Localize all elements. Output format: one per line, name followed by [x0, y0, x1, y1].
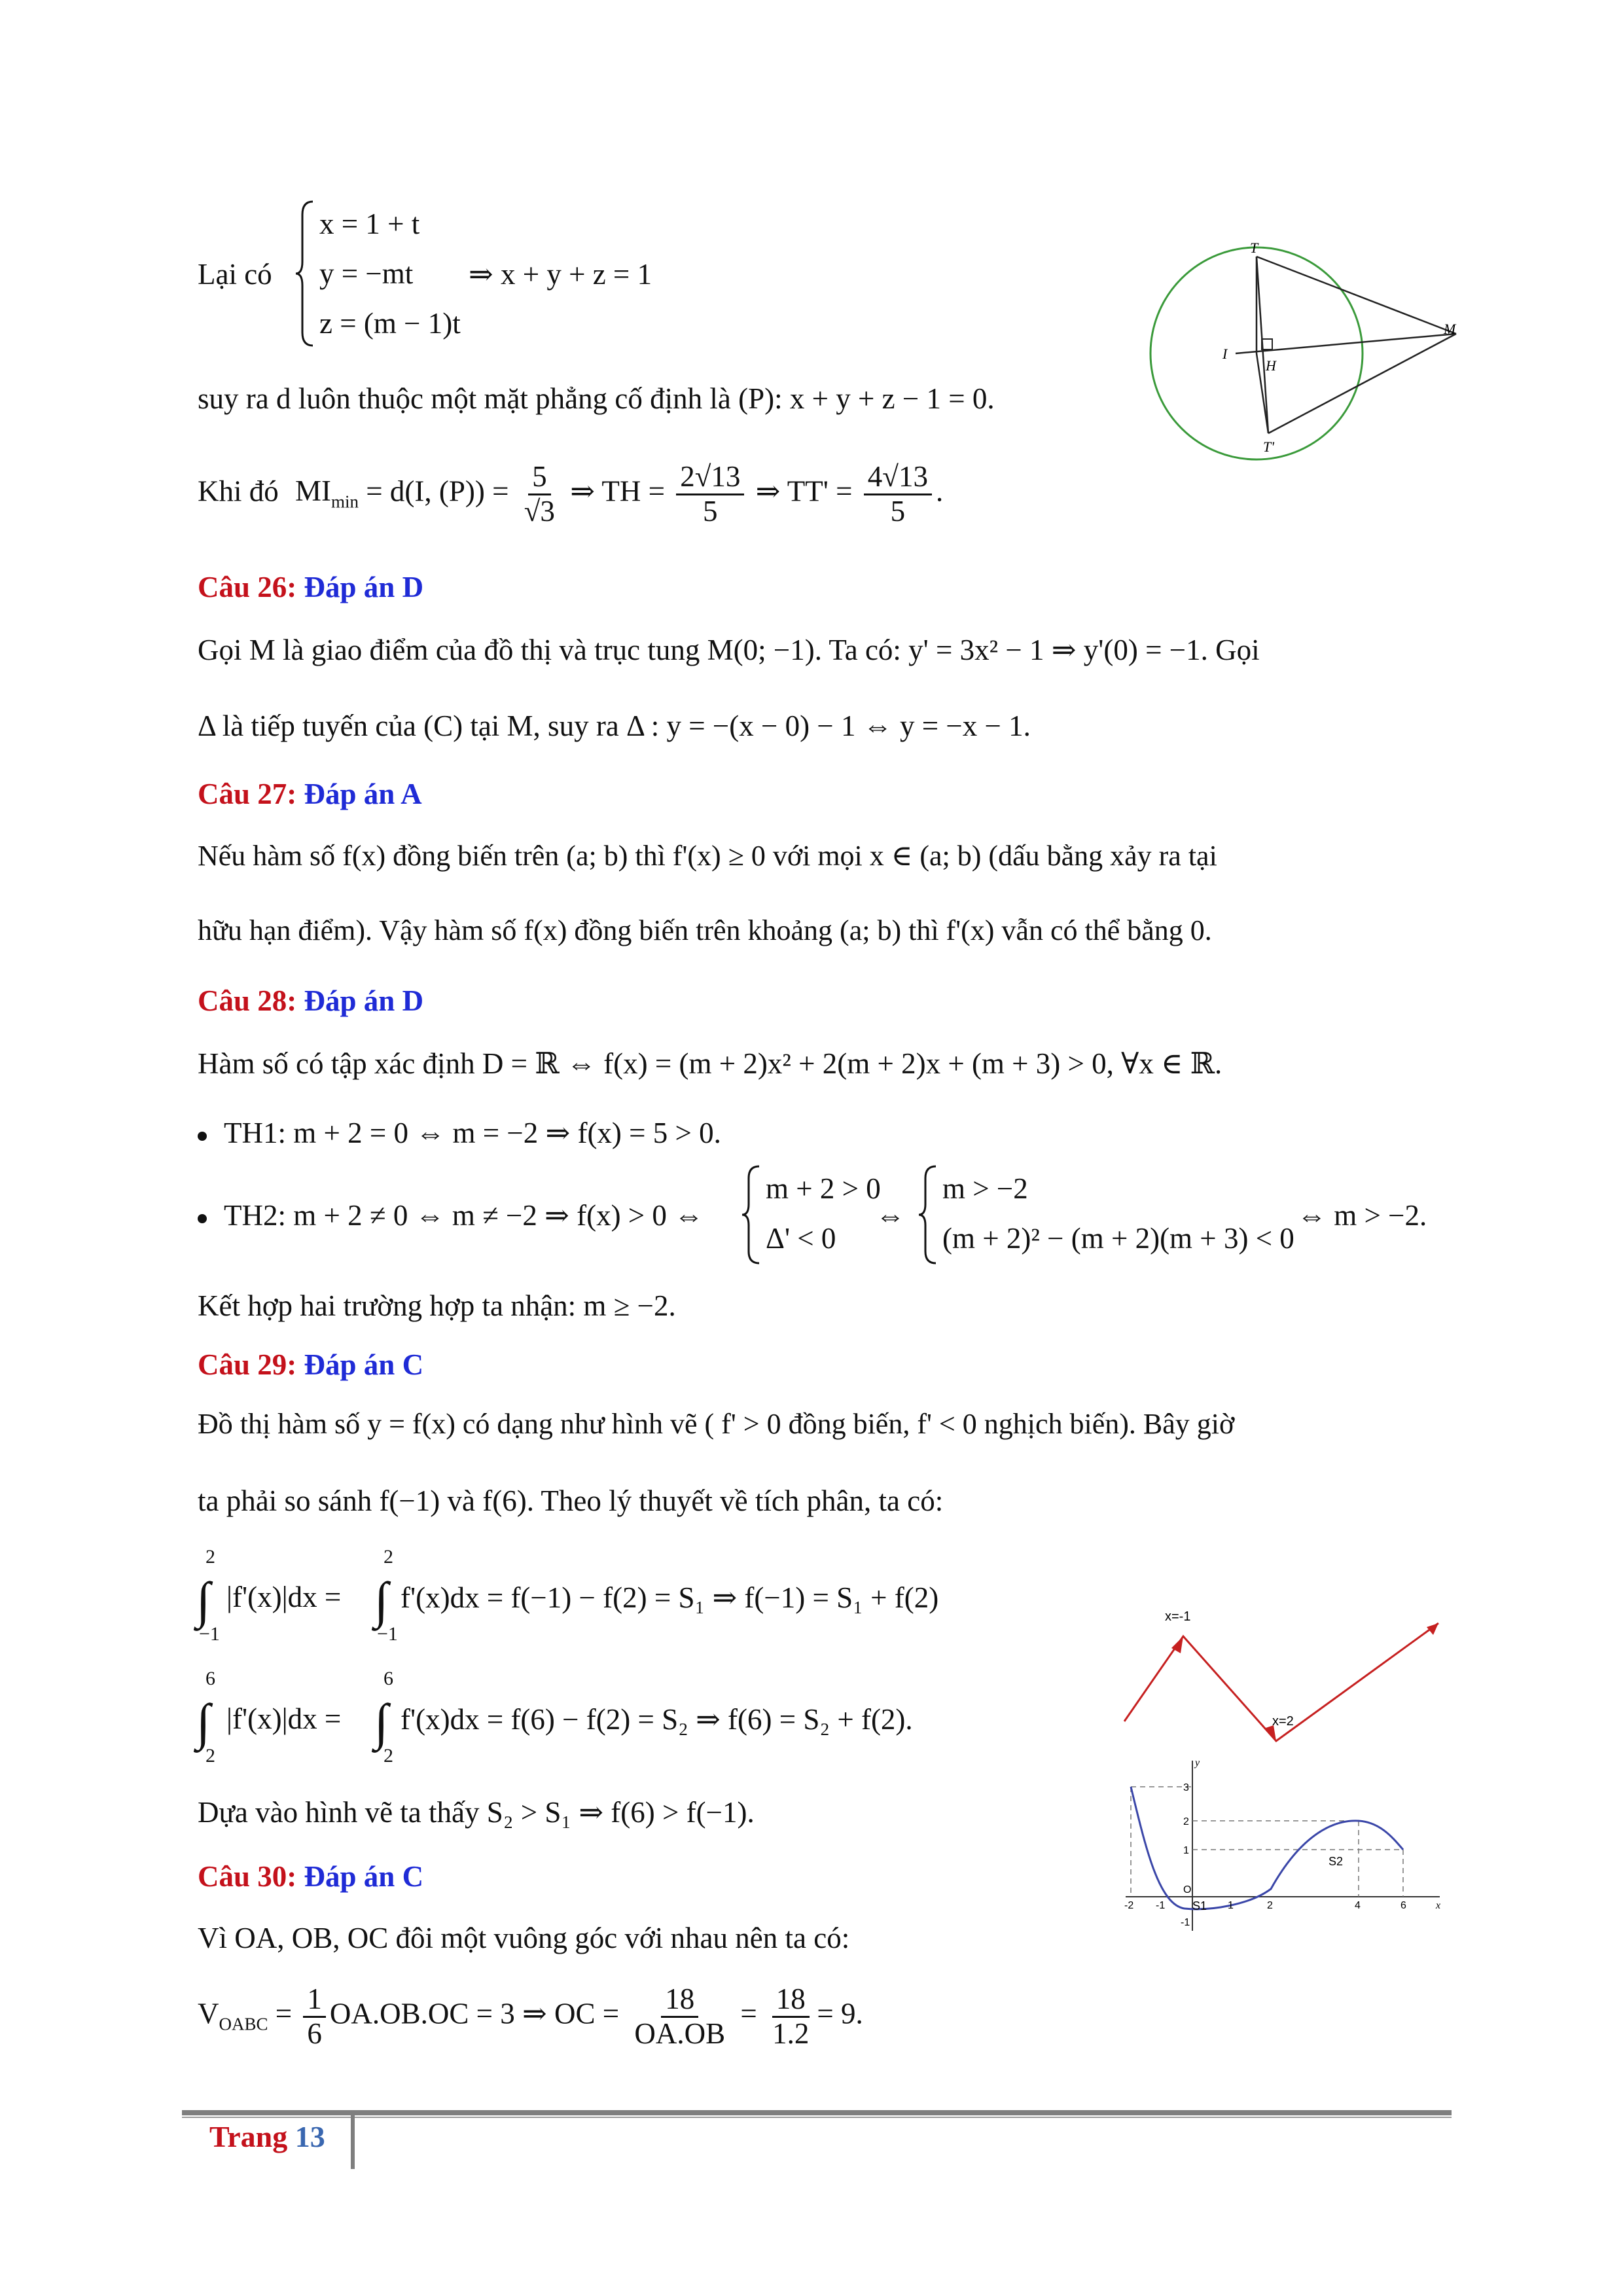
q28-line1: Hàm số có tập xác định D = ℝ ⇔ f(x) = (m + 2)x² + 2(m + 2)x + (m + 3) > 0, ∀x ∈ ℝ. [198, 1047, 1222, 1080]
tick-x-minus-1: -1 [1156, 1900, 1166, 1911]
integral-sign-icon: ∫ [374, 1571, 389, 1628]
label-H: H [1266, 357, 1276, 374]
tick-x-1: 1 [1228, 1900, 1234, 1911]
left-brace-icon [740, 1164, 763, 1266]
tick-x-4: 4 [1355, 1900, 1361, 1911]
int2-body-eval: f'(x)dx = f(6) − f(2) = S₂ ⇒ f(6) = S₂ + f(2). [401, 1703, 913, 1736]
page-number: 13 [294, 2120, 325, 2153]
curve-f [1131, 1787, 1403, 1909]
int2-lower-limit: 2 [205, 1745, 215, 1767]
q28-answer: Đáp án D [304, 984, 424, 1017]
label-T: T [1250, 242, 1258, 256]
volume-expression: OA.OB.OC = 3 ⇒ OC = [329, 1997, 620, 2030]
integral-sign-icon: ∫ [196, 1693, 211, 1750]
figure-sign-zigzag [1119, 1597, 1446, 1761]
q26-heading: Câu 26: Đáp án D [198, 571, 424, 603]
tick-y-minus-1: -1 [1181, 1917, 1190, 1928]
q29-line2: ta phải so sánh f(−1) và f(6). Theo lý thuyết về tích phân, ta có: [198, 1484, 944, 1517]
label-x-2: x=2 [1272, 1714, 1294, 1729]
khi-do-label: Khi đó [198, 475, 279, 508]
fraction-18-oaob: $\frac{18}{OA.OB}$ [634, 1982, 726, 2050]
footer-label: Trang [209, 2120, 288, 2153]
th-label: ⇒ TH = [570, 475, 665, 508]
system-lai-co-label: Lại có [198, 258, 272, 291]
q28-th1: TH1: m + 2 = 0 ⇔ m = −2 ⇒ f(x) = 5 > 0. [198, 1115, 721, 1151]
q28-th2: TH2: m + 2 ≠ 0 ⇔ m ≠ −2 ⇒ f(x) > 0 ⇔ [198, 1198, 704, 1233]
fraction-18-1-2: $\frac{18}{1.2}$ [772, 1982, 810, 2050]
int2-upper-limit: 6 [205, 1668, 215, 1689]
integral-sign-icon: ∫ [374, 1693, 389, 1750]
q30-heading: Câu 30: Đáp án C [198, 1860, 424, 1893]
label-x-minus-1: x=-1 [1165, 1609, 1191, 1624]
tick-x-minus-2: -2 [1124, 1900, 1134, 1911]
fraction-tt: $\frac{4√13}{5}$ [864, 461, 932, 528]
figure-circle-tangents [1126, 242, 1466, 465]
q29-answer: Đáp án C [304, 1348, 424, 1381]
fraction-th: $\frac{2√13}{5}$ [676, 461, 744, 528]
fraction-5-sqrt3: $\frac{5}{√3}$ [524, 460, 555, 528]
int1b-upper-limit: 2 [383, 1546, 393, 1568]
q30-volume-line [198, 1983, 863, 2050]
min-distance-line [198, 461, 943, 528]
q26-line1: Gọi M là giao điểm của đồ thị và trục tung M(0; −1). Ta có: y' = 3x² − 1 ⇒ y'(0) = −1. Gọi [198, 634, 1260, 666]
q28-system-2 [916, 1164, 1322, 1268]
q28-equiv: ⇔ [876, 1199, 905, 1232]
min-subscript: min [331, 492, 359, 512]
system-row: y = −mt [319, 257, 414, 290]
system-row: (m + 2)² − (m + 2)(m + 3) < 0 [942, 1222, 1294, 1255]
q27-line2: hữu hạn điểm). Vậy hàm số f(x) đồng biến trên khoảng (a; b) thì f'(x) vẫn có thể bằng 0. [198, 914, 1212, 946]
left-brace-icon [916, 1164, 940, 1266]
q29-heading: Câu 29: Đáp án C [198, 1348, 424, 1381]
int1-body-abs: |f'(x)|dx = [226, 1581, 342, 1613]
label-T-prime: T' [1263, 439, 1274, 455]
q28-th2-result: ⇔ m > −2. [1297, 1199, 1427, 1232]
volume-subscript: OABC [219, 2014, 268, 2034]
int2-body-abs: |f'(x)|dx = [226, 1702, 342, 1735]
system-row: x = 1 + t [319, 207, 420, 240]
int2b-upper-limit: 6 [383, 1668, 393, 1689]
footer-rule-thin [182, 2117, 1452, 2118]
page-number-footer [209, 2119, 325, 2154]
system-row: z = (m − 1)t [319, 307, 461, 340]
label-M: M [1444, 321, 1456, 337]
volume-symbol: V [198, 1997, 219, 2030]
system-row: m > −2 [942, 1172, 1028, 1205]
tick-x-6: 6 [1400, 1900, 1406, 1911]
footer-rule [182, 2110, 1452, 2115]
tt-label: ⇒ TT' = [755, 475, 853, 508]
area-label-s2: S2 [1329, 1855, 1344, 1868]
area-label-s1: S1 [1192, 1899, 1207, 1912]
bullet-icon [198, 1214, 207, 1223]
integral-sign-icon: ∫ [196, 1571, 211, 1628]
x-axis-label: x [1436, 1900, 1441, 1911]
q28-system-1 [740, 1164, 897, 1268]
label-I: I [1222, 346, 1228, 362]
parametric-system [293, 199, 490, 350]
figure-function-graph [1113, 1754, 1453, 1944]
distance-expression: = d(I, (P)) = [366, 475, 509, 508]
system-row: m + 2 > 0 [766, 1172, 881, 1205]
result: = 9. [817, 1997, 863, 2030]
left-brace-icon [293, 199, 317, 348]
int2b-lower-limit: 2 [383, 1745, 393, 1767]
q26-line2: Δ là tiếp tuyến của (C) tại M, suy ra Δ : y = −(x − 0) − 1 ⇔ y = −x − 1. [198, 709, 1031, 742]
int1-body-eval: f'(x)dx = f(−1) − f(2) = S₁ ⇒ f(−1) = S₁ + f(2) [401, 1581, 939, 1614]
footer-divider [351, 2110, 355, 2169]
system-row: Δ' < 0 [766, 1222, 836, 1255]
int1b-lower-limit: −1 [377, 1623, 398, 1645]
equals: = [275, 1997, 293, 2030]
int1-lower-limit: −1 [199, 1623, 220, 1645]
origin-label: O [1183, 1884, 1192, 1895]
period: . [935, 475, 944, 508]
q26-answer: Đáp án D [304, 571, 424, 603]
q27-heading: Câu 27: Đáp án A [198, 778, 422, 810]
q29-line1: Đồ thị hàm số y = f(x) có dạng như hình vẽ ( f' > 0 đồng biến, f' < 0 nghịch biến). Bây giờ [198, 1408, 1235, 1440]
mi-symbol: MI [295, 475, 331, 508]
int1-upper-limit: 2 [205, 1546, 215, 1568]
system-implication: ⇒ x + y + z = 1 [469, 258, 652, 291]
q28-conclusion: Kết hợp hai trường hợp ta nhận: m ≥ −2. [198, 1289, 676, 1322]
q30-answer: Đáp án C [304, 1860, 424, 1893]
plane-statement: suy ra d luôn thuộc một mặt phẳng cố định là (P): x + y + z − 1 = 0. [198, 382, 995, 415]
tick-x-2: 2 [1267, 1900, 1273, 1911]
q29-conclusion: Dựa vào hình vẽ ta thấy S₂ > S₁ ⇒ f(6) > f(−1). [198, 1796, 755, 1829]
tick-y-1: 1 [1183, 1845, 1189, 1856]
y-axis-label: y [1195, 1757, 1200, 1768]
arrow-icon [1427, 1623, 1438, 1635]
q28-heading: Câu 28: Đáp án D [198, 984, 424, 1017]
fraction-1-6: $\frac{1}{6}$ [303, 1983, 326, 2050]
q30-line1: Vì OA, OB, OC đôi một vuông góc với nhau nên ta có: [198, 1922, 850, 1954]
equals: = [740, 1997, 757, 2030]
tick-y-2: 2 [1183, 1816, 1189, 1827]
tick-y-3: 3 [1183, 1782, 1189, 1793]
q27-answer: Đáp án A [304, 778, 422, 810]
bullet-icon [198, 1132, 207, 1141]
q27-line1: Nếu hàm số f(x) đồng biến trên (a; b) thì f'(x) ≥ 0 với mọi x ∈ (a; b) (dấu bằng xảy ra tại [198, 840, 1217, 872]
